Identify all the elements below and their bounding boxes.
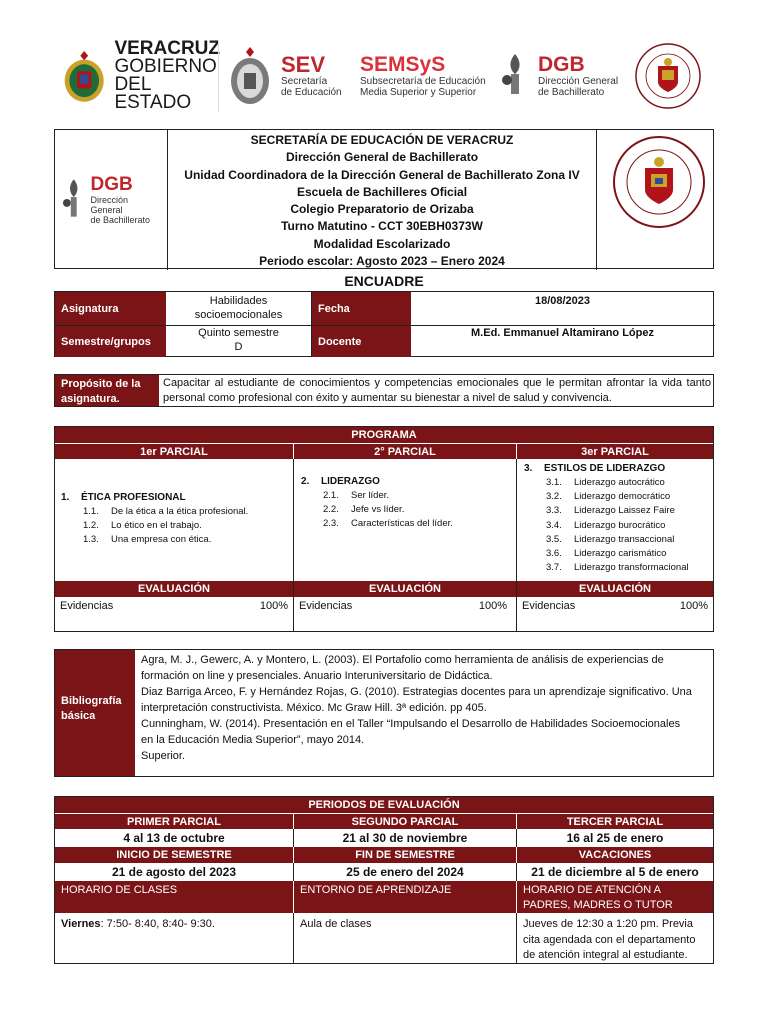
item-text: Liderazgo Laissez Faire — [574, 505, 675, 517]
veracruz-line2: GOBIERNO — [114, 56, 217, 77]
item-text: Ser líder. — [351, 490, 390, 501]
item-num: 1.3. — [83, 534, 99, 546]
page-title: ENCUADRE — [344, 273, 424, 289]
parcial-1-header: 1er PARCIAL — [55, 443, 293, 459]
item-text: Liderazgo carismático — [574, 548, 667, 560]
semsys-line2: Media Superior y Superior — [360, 87, 477, 98]
list-item — [524, 476, 712, 490]
segundo-parcial-value: 21 al 30 de noviembre — [293, 829, 516, 847]
evidencias-3 — [522, 600, 708, 612]
dgb-line1: Dirección General — [538, 76, 619, 87]
evaluacion-2-header: EVALUACIÓN — [294, 581, 516, 597]
header-line: Modalidad Escolarizado — [313, 236, 451, 251]
header-dgb-abbr: DGB — [90, 174, 133, 195]
evidencias-2 — [299, 600, 507, 612]
vacaciones-value: 21 de diciembre al 5 de enero — [516, 863, 713, 881]
bibliografia-line: interpretación constructivista. México. Mc Graw Hill. 3ª edición. pp 405. — [141, 702, 487, 714]
logo-row — [60, 40, 710, 112]
item-num: 3.2. — [546, 491, 562, 503]
semsys-abbr: SEMSyS — [360, 53, 446, 76]
programa-table — [54, 426, 714, 632]
item-num: 3.1. — [546, 477, 562, 488]
horario-clases-value — [55, 913, 293, 963]
divider — [293, 459, 294, 631]
dgb-torch-icon — [61, 175, 86, 225]
header-line: Escuela de Bachilleres Oficial — [296, 184, 468, 199]
item-text: Liderazgo autocrático — [574, 477, 665, 488]
evidencias-label: Evidencias — [60, 600, 114, 612]
info-grid — [54, 291, 714, 357]
list-item — [61, 533, 289, 547]
fin-semestre-header: FIN DE SEMESTRE — [293, 847, 516, 863]
fin-semestre-value: 25 de enero del 2024 — [293, 863, 516, 881]
semsys-line1: Subsecretaría de Educación — [360, 76, 486, 87]
evidencias-value: 100% — [478, 600, 507, 612]
parcial-3-topic-text: ESTILOS DE LIDERAZGO — [544, 463, 666, 474]
bibliografia-line: formación on line y presenciales. Anuario Interuniversitario de Didáctica. — [141, 670, 493, 682]
header-line: SECRETARÍA DE EDUCACIÓN DE VERACRUZ — [250, 133, 514, 147]
item-num: 2.2. — [323, 504, 339, 516]
header-line: Periodo escolar: Agosto 2023 – Enero 2024 — [259, 254, 505, 269]
header-line: Dirección General de Bachillerato — [285, 150, 479, 165]
primer-parcial-value: 4 al 13 de octubre — [123, 831, 225, 845]
header-dgb-logo — [61, 172, 161, 228]
periodos-table — [54, 796, 714, 964]
item-num: 2.1. — [323, 490, 339, 501]
institution-header — [54, 129, 714, 269]
bibliografia-label: Bibliografía básica — [55, 650, 135, 776]
docente-value: M.Ed. Emmanuel Altamirano López — [471, 327, 654, 339]
header-dgb-line1: Dirección General — [90, 195, 128, 215]
bibliografia-line: Agra, M. J., Gewerc, A. y Montero, L. (2003). El Portafolio como herramienta de análisis de experiencias de — [141, 654, 664, 666]
item-num: 3.6. — [546, 548, 562, 560]
item-text: Lo ético en el trabajo. — [111, 520, 202, 532]
fecha-value: 18/08/2023 — [534, 295, 591, 307]
sev-line1: Secretaría — [281, 76, 328, 87]
item-num: 3.7. — [546, 562, 562, 574]
item-num: 3.5. — [546, 533, 562, 545]
sev-logo — [218, 40, 353, 112]
bibliografia-box — [54, 649, 714, 777]
evaluacion-1-header: EVALUACIÓN — [55, 581, 293, 597]
dgb-abbr: DGB — [538, 53, 585, 76]
asignatura-value: Habilidades socioemocionales — [166, 292, 312, 325]
list-item — [524, 490, 712, 504]
atencion-value: Jueves de 12:30 a 1:20 pm. Previa cita agendada con el departamento de atención integral al estudiante. — [516, 913, 713, 963]
list-item — [301, 517, 511, 531]
parcial-1-topic — [61, 491, 289, 505]
header-dgb-line2: de Bachillerato — [90, 215, 151, 225]
atencion-header: HORARIO DE ATENCIÓN A PADRES, MADRES O TUTOR — [516, 881, 713, 913]
item-text: Liderazgo democrático — [574, 491, 671, 503]
evidencias-1 — [60, 600, 288, 612]
list-item — [301, 489, 511, 503]
proposito-label: Propósito de la asignatura. — [55, 375, 159, 406]
sev-abbr: SEV — [281, 52, 326, 77]
item-text: Jefe vs líder. — [351, 504, 405, 516]
fecha-label: Fecha — [312, 292, 411, 325]
evidencias-value: 100% — [679, 600, 708, 612]
parcial-1-num: 1. — [61, 492, 70, 503]
evaluacion-3-header: EVALUACIÓN — [517, 581, 713, 597]
entorno-header: ENTORNO DE APRENDIZAJE — [293, 881, 516, 913]
semestre-value-line2: D — [234, 341, 243, 353]
item-text: Liderazgo transformacional — [574, 562, 689, 574]
parcial-3-topic — [524, 462, 712, 476]
horario-day: Viernes — [61, 918, 101, 930]
docente-label: Docente — [312, 326, 411, 357]
periodos-title: PERIODOS DE EVALUACIÓN — [55, 797, 713, 813]
evidencias-value: 100% — [259, 600, 288, 612]
dgb-logo — [498, 40, 628, 112]
parcial-3-num: 3. — [524, 463, 533, 474]
evidencias-label: Evidencias — [522, 600, 576, 612]
item-num: 3.4. — [546, 519, 562, 531]
inicio-semestre-header: INICIO DE SEMESTRE — [55, 847, 293, 863]
header-lines — [167, 130, 597, 270]
proposito-text: Capacitar al estudiante de conocimientos y competencias emocionales que le permitan afrontar la vida tanto personal como profesional con éxito y aumentar su bienestar a nivel de salud y convivencia. — [163, 377, 711, 404]
parcial-2-topic-text: LIDERAZGO — [321, 476, 380, 487]
item-text: Una empresa con ética. — [111, 534, 212, 546]
veracruz-logo — [60, 40, 220, 112]
list-item — [524, 504, 712, 518]
entorno-value: Aula de clases — [293, 913, 516, 963]
sev-shield-icon — [227, 45, 273, 107]
item-text: Liderazgo transaccional — [574, 533, 675, 545]
list-item — [524, 533, 712, 547]
item-num: 1.2. — [83, 520, 99, 532]
semestre-value-line1: Quinto semestre — [198, 327, 279, 339]
parcial-3-header: 3er PARCIAL — [516, 443, 713, 459]
item-num: 3.3. — [546, 505, 562, 517]
bibliografia-line: Cunningham, W. (2014). Presentación en el Taller “Impulsando el Desarrollo de Habilidades Socioemocionales — [141, 718, 681, 730]
sev-line2: de Educación — [281, 87, 342, 98]
parcial-1-content — [61, 491, 289, 548]
semsys-logo — [360, 40, 495, 112]
bibliografia-line: Diaz Barriga Arceo, F. y Hernández Rojas, G. (2010). Estrategias docentes para un aprendizaje significativo. Una — [141, 686, 692, 698]
header-line: Colegio Preparatorio de Orizaba — [290, 202, 474, 217]
dgb-torch-icon — [498, 50, 532, 102]
item-num: 2.3. — [323, 518, 339, 530]
veracruz-line3: DEL ESTADO — [114, 74, 192, 113]
semestre-value — [166, 326, 312, 357]
header-seal — [611, 134, 707, 230]
asignatura-label: Asignatura — [55, 292, 166, 325]
primer-parcial-header: PRIMER PARCIAL — [55, 813, 293, 829]
list-item — [524, 519, 712, 533]
header-line: Unidad Coordinadora de la Dirección General de Bachillerato Zona IV — [184, 167, 580, 182]
proposito-box — [54, 374, 714, 407]
parcial-1-topic-text: ÉTICA PROFESIONAL — [81, 492, 186, 503]
colegio-seal-logo — [634, 40, 706, 112]
dgb-line2: de Bachillerato — [538, 87, 605, 98]
vacaciones-header: VACACIONES — [516, 847, 713, 863]
list-item — [61, 505, 289, 519]
parcial-2-num: 2. — [301, 476, 310, 487]
parcial-2-topic — [301, 475, 511, 489]
tercer-parcial-header: TERCER PARCIAL — [516, 813, 713, 829]
divider — [516, 459, 517, 631]
parcial-3-content — [524, 462, 712, 575]
horario-clases-header: HORARIO DE CLASES — [55, 881, 293, 913]
bibliografia-line: Superior. — [141, 750, 186, 762]
item-text: Características del líder. — [351, 518, 453, 530]
item-text: De la ética a la ética profesional. — [111, 506, 249, 517]
tercer-parcial-value: 16 al 25 de enero — [516, 829, 713, 847]
bibliografia-text — [141, 652, 709, 764]
item-num: 1.1. — [83, 506, 99, 517]
list-item — [61, 519, 289, 533]
horario-time: : 7:50- 8:40, 8:40- 9:30. — [100, 918, 215, 930]
programa-title: PROGRAMA — [55, 427, 713, 443]
list-item — [524, 547, 712, 561]
segundo-parcial-header: SEGUNDO PARCIAL — [293, 813, 516, 829]
header-line: Turno Matutino - CCT 30EBH0373W — [281, 219, 483, 234]
list-item — [301, 503, 511, 517]
veracruz-shield-icon — [60, 40, 108, 112]
item-text: Liderazgo burocrático — [574, 519, 666, 531]
evidencias-label: Evidencias — [299, 600, 353, 612]
bibliografia-line: en la Educación Media Superior”, mayo 2014. — [141, 734, 365, 746]
inicio-semestre-value: 21 de agosto del 2023 — [111, 865, 237, 879]
veracruz-line1: VERACRUZ — [114, 38, 220, 59]
list-item — [524, 561, 712, 575]
parcial-2-header: 2° PARCIAL — [293, 443, 516, 459]
colegio-seal-icon — [611, 134, 707, 230]
parcial-2-content — [301, 475, 511, 532]
colegio-seal-icon — [634, 42, 702, 110]
semestre-label: Semestre/grupos — [55, 326, 166, 357]
